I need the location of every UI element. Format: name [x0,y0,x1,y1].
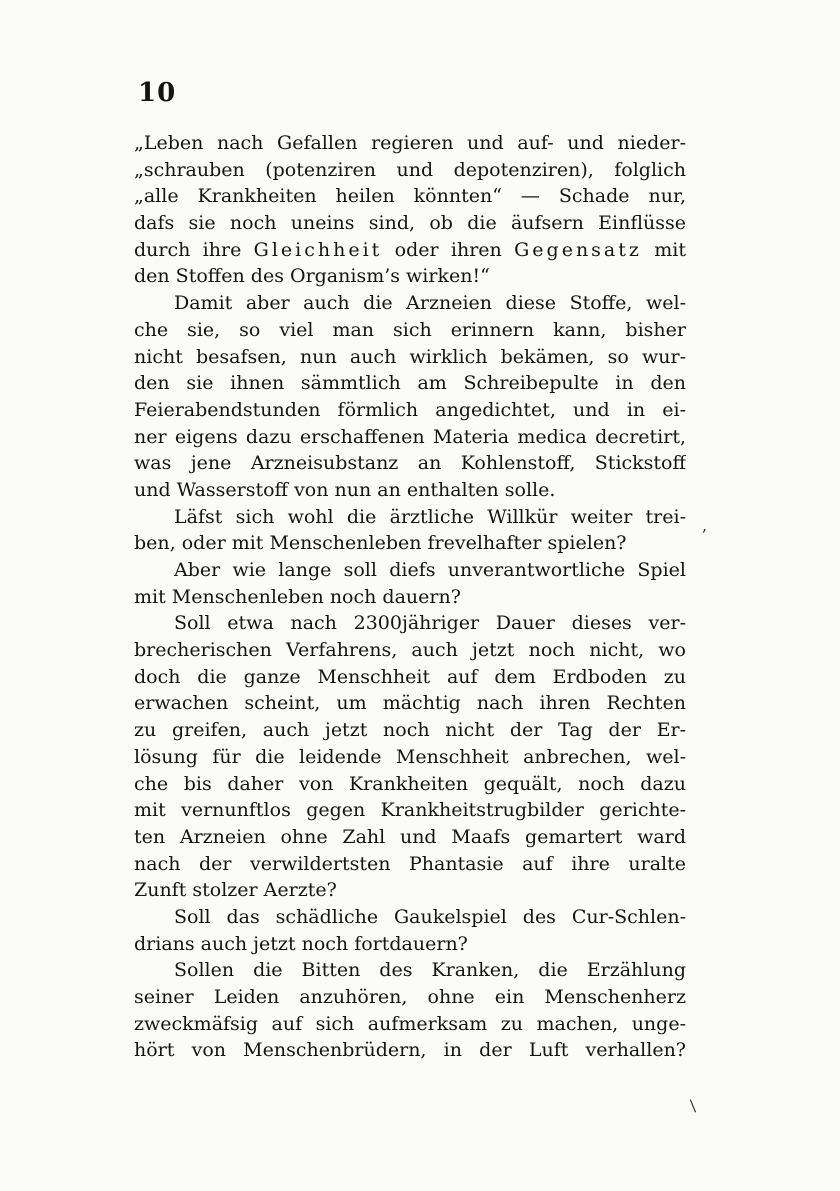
text-line: Soll etwa nach 2300jähriger Dauer dieses ver- [174,612,686,635]
stray-mark: / [684,1096,701,1115]
text-line: lösung für die leidende Menschheit anbrechen, wel- [134,745,686,768]
text-line: nicht besafsen, nun auch wirklich bekämen, so wur- [134,345,686,368]
text-line: ben, oder mit Menschenleben frevelhafter spielen? [134,532,627,555]
text-line: che bis daher von Krankheiten gequält, noch dazu [134,772,686,795]
page-number: 10 [138,78,177,108]
text-line: Läfst sich wohl die ärztliche Willkür weiter trei- [174,505,686,528]
text-line: Damit aber auch die Arzneien diese Stoffe, wel- [174,292,686,315]
text-line: nach der verwildertsten Phantasie auf ihre uralte [134,852,686,875]
emphasized-word: Gleichheit [253,238,383,261]
text-fragment: durch ihre [134,238,242,261]
text-line: drians auch jetzt noch fortdauern? [134,932,468,955]
text-line: „Leben nach Gefallen regieren und auf- und nieder- [134,132,686,154]
emphasized-word: Gegensatz [514,238,642,261]
text-line: brecherischen Verfahrens, auch jetzt noch nicht, wo [134,639,686,662]
text-line: seiner Leiden anzuhören, ohne ein Menschenherz [134,986,686,1008]
text-line: mit Menschenleben noch dauern? [134,585,461,608]
text-line: dafs sie noch uneins sind, ob die äufsern Einflüsse [134,212,686,235]
text-line: ten Arzneien ohne Zahl und Maafs gemartert ward [134,825,686,848]
body-text [134,130,686,1064]
text-line: und Wasserstoff von nun an enthalten solle. [134,478,556,501]
text-line [134,237,686,264]
text-line: „schrauben (potenziren und depotenziren), folglich [134,158,686,181]
text-line: erwachen scheint, um mächtig nach ihren Rechten [134,692,686,715]
text-line: Sollen die Bitten des Kranken, die Erzählung [174,959,686,982]
stray-mark: , [702,516,708,535]
text-line: che sie, so viel man sich erinnern kann, bisher [134,318,686,341]
text-line: was jene Arzneisubstanz an Kohlenstoff, Stickstoff [134,452,686,475]
text-fragment: oder ihren [394,238,502,261]
text-line: doch die ganze Menschheit auf dem Erdboden zu [134,665,686,688]
text-line: Soll das schädliche Gaukelspiel des Cur-Schlen- [174,905,686,928]
text-line: ner eigens dazu erschaffenen Materia medica decretirt, [134,425,686,448]
text-line: Feierabendstunden förmlich angedichtet, und in ei- [134,398,686,421]
text-line: den sie ihnen sämmtlich am Schreibepulte in den [134,372,686,395]
text-line: Aber wie lange soll diefs unverantwortliche Spiel [174,559,686,581]
text-fragment: mit [654,238,686,261]
text-line: den Stoffen des Organism’s wirken!“ [134,265,490,288]
text-line: hört von Menschenbrüdern, in der Luft verhallen? [134,1039,686,1062]
text-line: „alle Krankheiten heilen könnten“ — Schade nur, [134,185,686,208]
text-line: Zunft stolzer Aerzte? [134,879,337,902]
text-line: zu greifen, auch jetzt noch nicht der Tag der Er- [134,719,686,742]
text-line: zweckmäfsig auf sich aufmerksam zu machen, unge- [134,1012,686,1035]
text-line: mit vernunftlos gegen Krankheitstrugbilder gerichte- [134,799,686,822]
